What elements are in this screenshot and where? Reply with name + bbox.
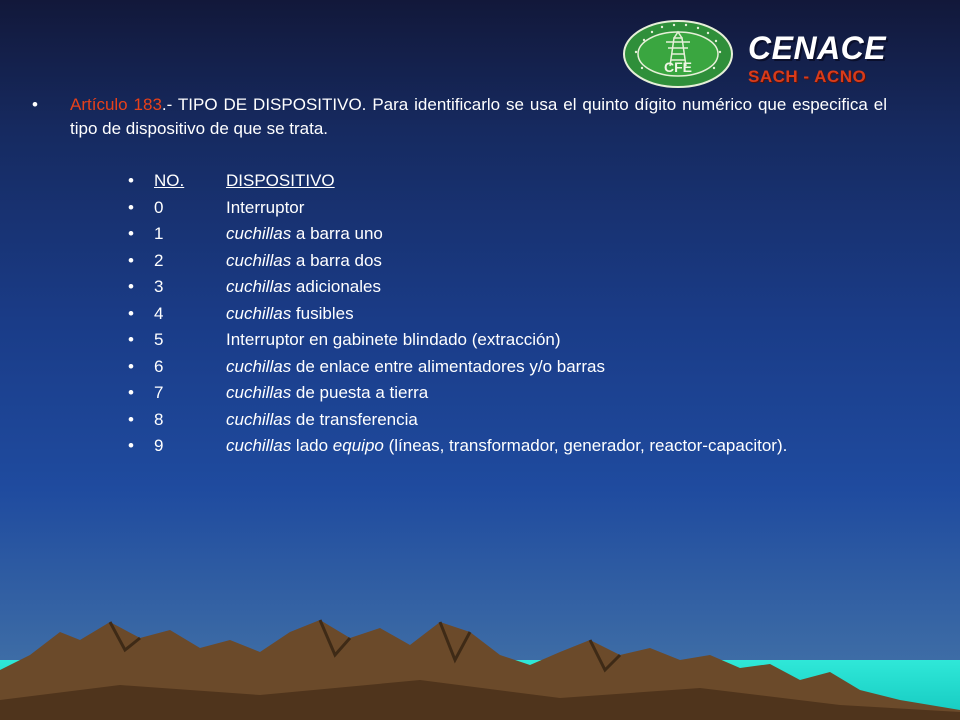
table-row: [128, 274, 808, 301]
bullet-icon: •: [128, 330, 134, 349]
row-description: cuchillas lado equipo (líneas, transformador, generador, reactor-capacitor).: [226, 436, 788, 455]
bullet-icon: •: [128, 197, 134, 217]
table-row: [128, 327, 808, 354]
article-suffix: .-: [161, 95, 178, 114]
row-number: 7: [154, 383, 164, 402]
bullet-icon: •: [128, 383, 134, 402]
header-no: NO.: [154, 171, 185, 190]
logo-center-text: CFE: [664, 59, 692, 75]
row-number: 6: [154, 356, 164, 376]
bullet-icon: •: [128, 250, 134, 270]
row-number: 9: [154, 436, 164, 455]
table-header-row: [128, 168, 808, 195]
article-label: Artículo 183: [70, 95, 162, 114]
row-description: cuchillas adicionales: [226, 277, 381, 296]
table-row: [128, 380, 808, 407]
device-table: [128, 168, 808, 460]
page-title: CENACE: [748, 30, 887, 66]
cfe-logo: [622, 20, 734, 88]
header-device: DISPOSITIVO: [226, 171, 335, 190]
intro-text: TIPO DE DISPOSITIVO. Para identificarlo se usa el quinto dígito numérico que especifica el tipo de dispositivo de que se trata.: [70, 95, 887, 138]
bullet-icon: •: [128, 303, 134, 323]
row-number: 5: [154, 330, 164, 349]
table-row: [128, 354, 808, 381]
row-number: 4: [154, 303, 164, 323]
bullet-icon: •: [128, 356, 134, 376]
row-description: cuchillas fusibles: [226, 303, 354, 323]
table-row: [128, 301, 808, 328]
row-description: cuchillas de transferencia: [226, 409, 418, 429]
row-number: 3: [154, 277, 164, 296]
bullet-icon: •: [128, 436, 134, 455]
table-row: [128, 433, 808, 460]
bullet-icon: •: [32, 95, 38, 114]
row-number: 8: [154, 409, 164, 429]
row-number: 0: [154, 197, 164, 217]
bullet-icon: •: [128, 409, 134, 429]
mountain-landscape: [0, 560, 960, 720]
row-description: Interruptor: [226, 197, 305, 217]
row-number: 1: [154, 224, 164, 243]
intro-paragraph: [32, 93, 887, 141]
row-number: 2: [154, 250, 164, 270]
table-row: [128, 221, 808, 248]
page-subtitle: SACH - ACNO: [748, 67, 867, 86]
table-row: [128, 248, 808, 275]
table-row: [128, 407, 808, 434]
row-description: cuchillas a barra dos: [226, 250, 382, 270]
bullet-icon: •: [128, 224, 134, 243]
row-description: Interruptor en gabinete blindado (extracción): [226, 330, 561, 349]
row-description: cuchillas a barra uno: [226, 224, 383, 243]
bullet-icon: •: [128, 171, 134, 190]
row-description: cuchillas de puesta a tierra: [226, 383, 429, 402]
table-row: [128, 195, 808, 222]
row-description: cuchillas de enlace entre alimentadores y/o barras: [226, 356, 605, 376]
bullet-icon: •: [128, 277, 134, 296]
